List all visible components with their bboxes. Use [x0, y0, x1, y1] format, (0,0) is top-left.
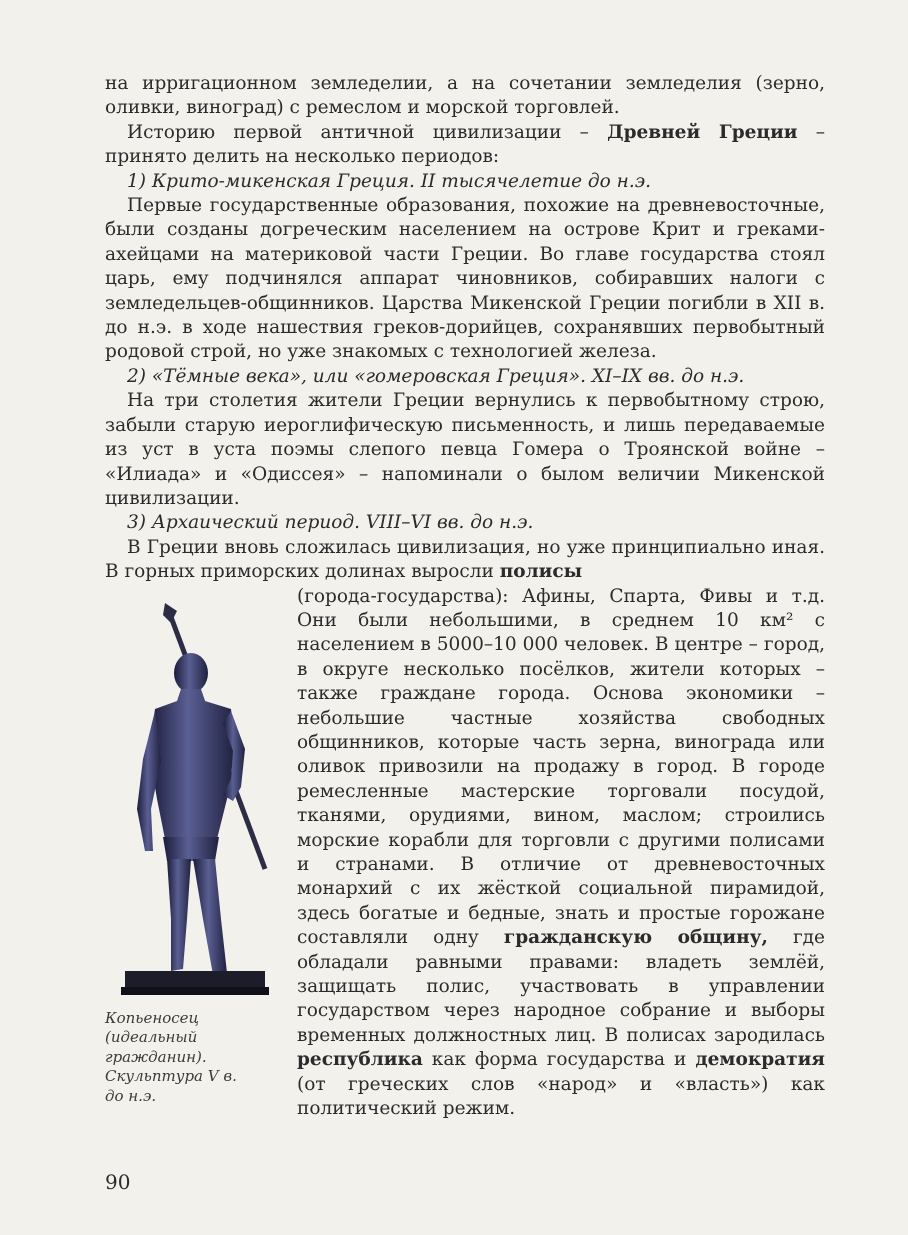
term-republic: республика [297, 1049, 423, 1071]
page-content [105, 72, 825, 1121]
paragraph-polis-body: (города-государства): Афины, Спарта, Фивы и т.д. Они были небольшими, в среднем 10 км² с населением в 5000–10 000 человек. В центре – город, в округе несколько посёлков, жители которых – также граждане города. Основа экономики – небольшие частные хозяйства свободных общинников, которые часть зерна, винограда или оливок привозили на продажу в город. В городе ремесленные мастерские торговали посудой, тканями, орудиями, вином, маслом; строились морские корабли для торговли с другими полисами и странами. В отличие от древневосточных монархий с их жёсткой социальной пирамидой, здесь богатые и бедные, знать и простые горожане составляли одну гражданскую общину, где обладали равными правами: владеть землёй, защищать полис, участвовать в управлении государством через народное собрание и выборы временных должностных лиц. В полисах зародилась республика как форма государства и демократия (от греческих слов «народ» и «власть») как политический режим. [297, 585, 825, 1120]
paragraph-dark-ages: На три столетия жители Греции вернулись к первобытному строю, забыли старую иероглифическую письменность, и лишь передаваемые из уст в уста поэмы слепого певца Гомера о Троянской войне – «Илиада» и «Одиссея» – напоминали о былом величии Микенской цивилизации. [105, 390, 825, 509]
spear-bearer-statue-image [105, 589, 283, 999]
statue-figure [105, 589, 283, 1107]
period-heading-3: 3) Архаический период. VIII–VI вв. до н.э. [127, 512, 534, 534]
paragraph-intro: на ирригационном земледелии, а на сочетании земледелия (зерно, оливки, виноград) с ремеслом и морской торговлей. [105, 73, 825, 119]
term-polis: полисы [499, 561, 583, 583]
term-ancient-greece: Древней Греции [607, 121, 798, 143]
term-civic-community: гражданскую общину, [503, 927, 768, 949]
page-number: 90 [105, 1170, 131, 1194]
period-heading-1: 1) Крито-микенская Греция. II тысячелетие до н.э. [127, 170, 651, 192]
term-democracy: демократия [695, 1049, 825, 1071]
paragraph-history: Историю первой античной цивилизации – Древней Греции – принято делить на несколько периодов: [105, 121, 825, 168]
period-heading-2: 2) «Тёмные века», или «гомеровская Греция». XI–IX вв. до н.э. [127, 365, 745, 387]
figure-caption: Копьеносец (идеальный гражданин). Скульптура V в. до н.э. [105, 1008, 237, 1105]
paragraph-polis-lead: В Греции вновь сложилась цивилизация, но уже принципиально иная. В горных приморских долинах выросли полисы [105, 536, 825, 583]
paragraph-crete-mycenae: Первые государственные образования, похожие на древневосточные, были созданы догреческим населением на острове Крит и греками-ахейцами на материковой части Греции. Во главе государства стоял царь, ему подчинялся аппарат чиновников, собиравших налоги с земледельцев-общинников. Царства Микенской Греции погибли в XII в. до н.э. в ходе нашествия греков-дорийцев, сохранявших первобытный родовой строй, но уже знакомых с технологией железа. [105, 195, 825, 363]
polis-section [105, 536, 825, 1122]
